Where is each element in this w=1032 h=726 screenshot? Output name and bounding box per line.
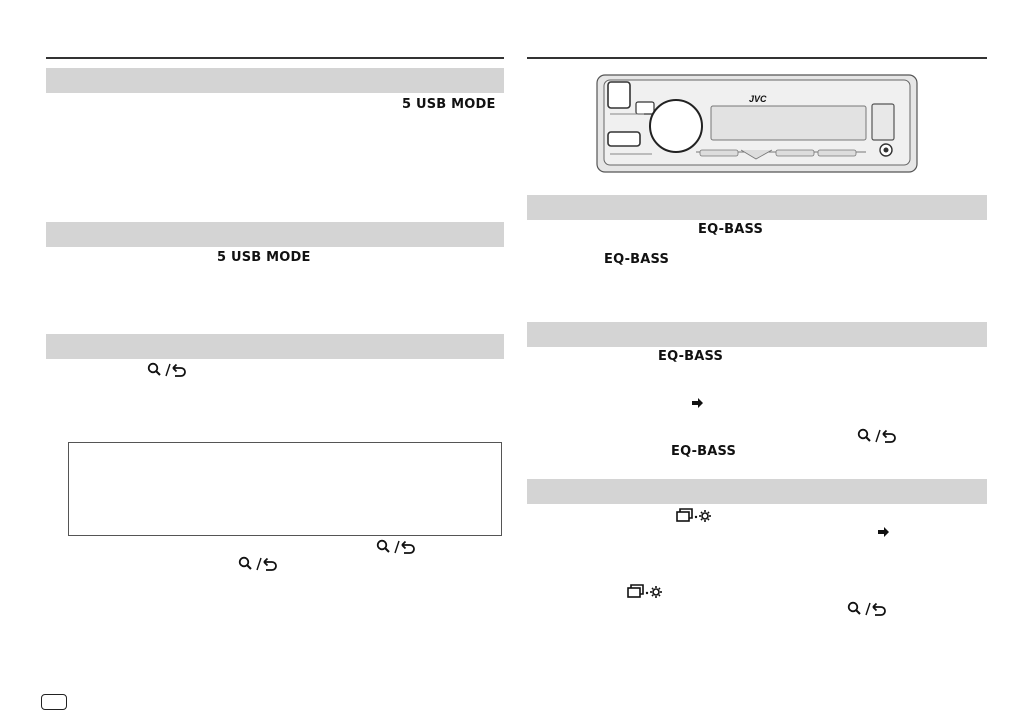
left-top-rule xyxy=(46,57,504,59)
left-section-bar-3 xyxy=(46,334,504,359)
display-settings-icon xyxy=(627,584,663,600)
usb-mode-label-1: 5 USB MODE xyxy=(402,97,496,112)
search-back-icon xyxy=(847,601,887,617)
arrow-right-icon xyxy=(878,527,890,537)
eq-bass-label-3: EQ-BASS xyxy=(658,349,724,364)
eq-bass-label-1: EQ-BASS xyxy=(698,222,764,237)
right-section-bar-3 xyxy=(527,479,987,504)
left-section-bar-2 xyxy=(46,222,504,247)
left-section-bar-1 xyxy=(46,68,504,93)
display-settings-icon xyxy=(676,508,712,524)
right-top-rule xyxy=(527,57,987,59)
car-stereo-illustration xyxy=(596,74,918,179)
eq-bass-label-2: EQ-BASS xyxy=(604,252,670,267)
brand-logo: JVC xyxy=(749,94,767,104)
search-back-icon xyxy=(376,539,416,555)
usb-mode-label-2: 5 USB MODE xyxy=(217,250,311,265)
search-back-icon xyxy=(857,428,897,444)
page-language-icon xyxy=(41,694,67,710)
right-section-bar-2 xyxy=(527,322,987,347)
eq-bass-label-4: EQ-BASS xyxy=(671,444,737,459)
search-back-icon xyxy=(238,556,278,572)
right-section-bar-1 xyxy=(527,195,987,220)
note-box xyxy=(68,442,502,536)
search-back-icon xyxy=(147,362,187,378)
arrow-right-icon xyxy=(692,398,704,408)
